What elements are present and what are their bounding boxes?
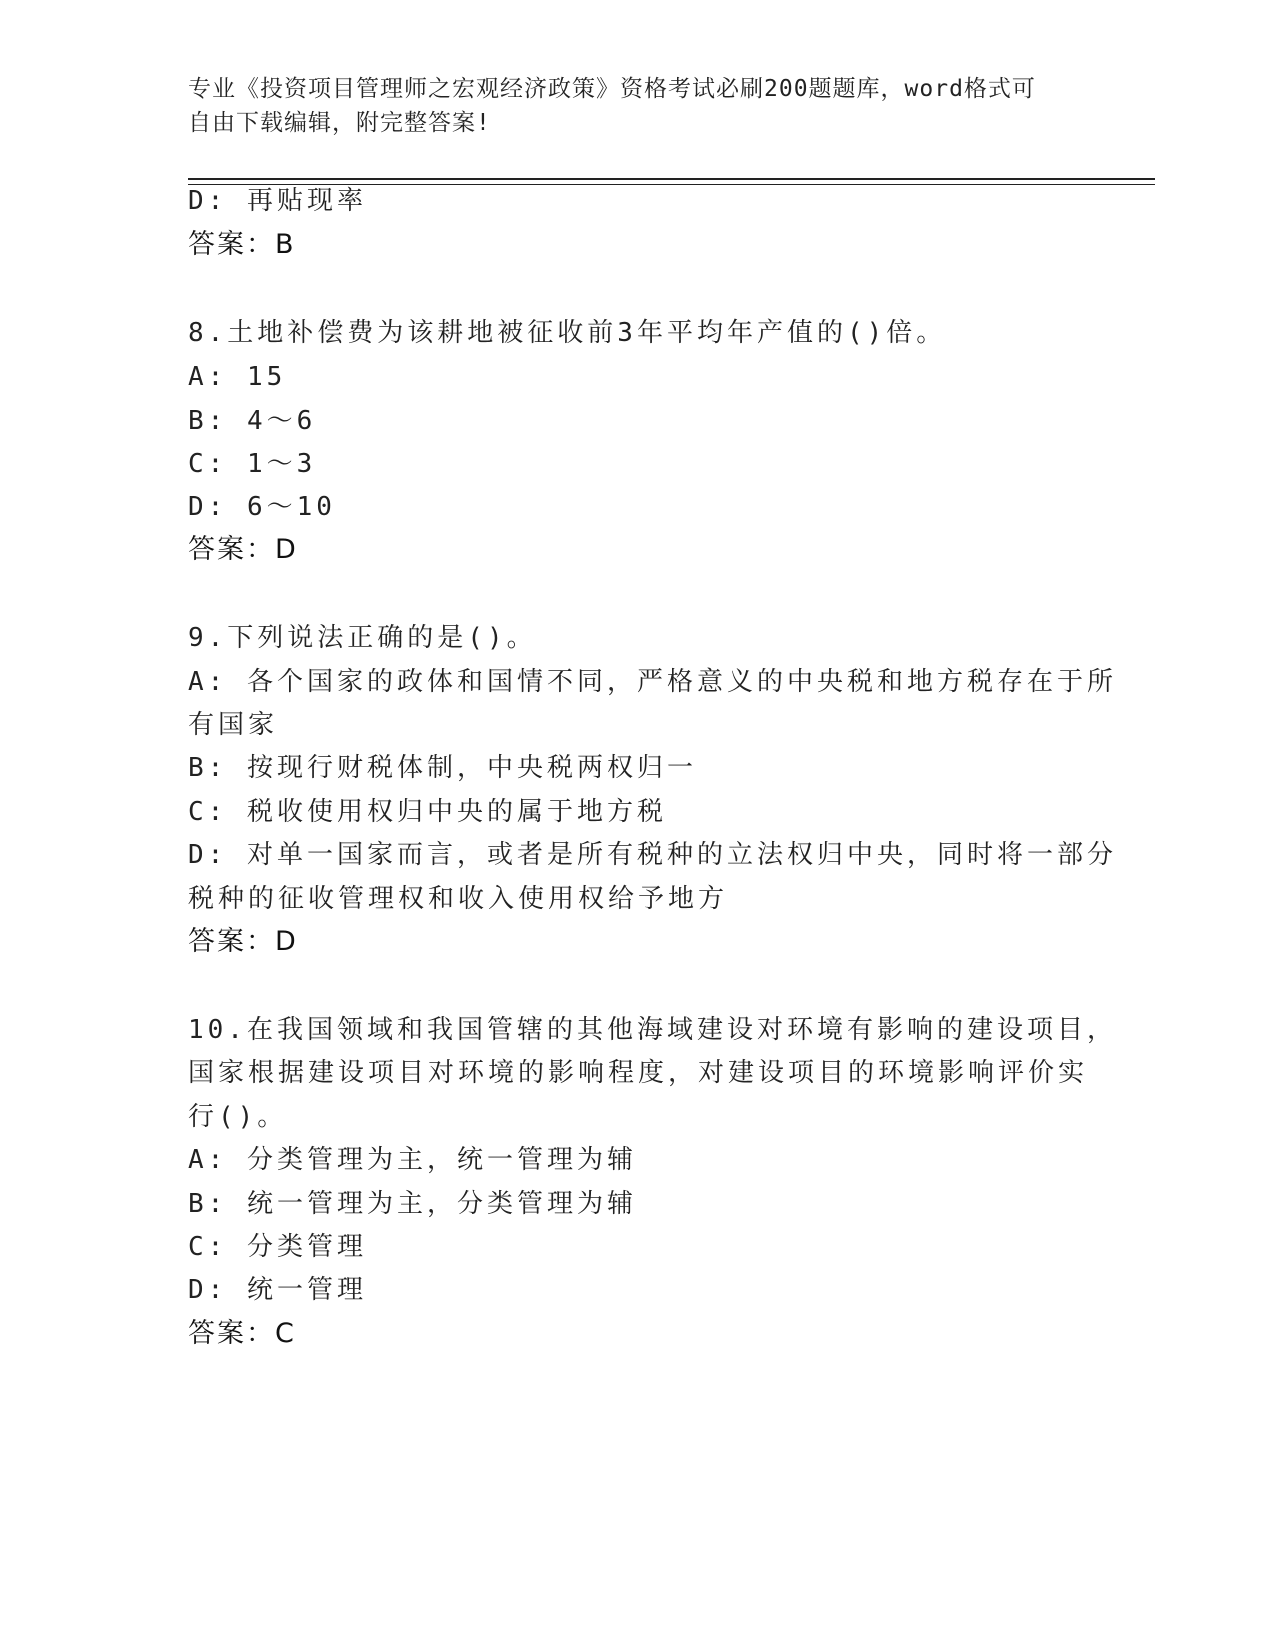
q10-option-d: D: 统一管理 [188,1275,367,1305]
q10-option-c: C: 分类管理 [188,1232,367,1262]
q9-option-a-line1: A: 各个国家的政体和国情不同，严格意义的中央税和地方税存在于所 [188,667,1117,697]
q10-option-b: B: 统一管理为主，分类管理为辅 [188,1189,637,1219]
q9-answer: 答案：D [188,926,298,957]
q9-option-a-line2: 有国家 [188,710,279,740]
q10-stem-line1: 10.在我国领域和我国管辖的其他海域建设对环境有影响的建设项目， [188,1015,1117,1045]
header-rule-thick [188,178,1155,180]
q9-option-b: B: 按现行财税体制，中央税两权归一 [188,753,697,783]
q9-option-d-line2: 税种的征收管理权和收入使用权给予地方 [188,884,729,914]
q9-stem: 9.下列说法正确的是()。 [188,623,537,653]
q8-option-a: A: 15 [188,362,287,392]
q8-answer: 答案：D [188,534,298,565]
q10-stem-line3: 行()。 [188,1102,288,1132]
q10-option-a: A: 分类管理为主，统一管理为辅 [188,1145,637,1175]
q10-answer: 答案：C [188,1318,296,1349]
prev-answer: 答案：B [188,229,296,260]
q8-stem: 8.土地补偿费为该耕地被征收前3年平均年产值的()倍。 [188,318,947,348]
q9-option-c: C: 税收使用权归中央的属于地方税 [188,797,667,827]
prev-option-d: D: 再贴现率 [188,186,367,216]
header-line-1: 专业《投资项目管理师之宏观经济政策》资格考试必刷200题题库，word格式可 [188,76,1036,102]
q8-option-d: D: 6～10 [188,492,336,522]
q10-stem-line2: 国家根据建设项目对环境的影响程度，对建设项目的环境影响评价实 [188,1058,1089,1088]
q8-option-b: B: 4～6 [188,406,317,436]
q8-option-c: C: 1～3 [188,449,317,479]
header-line-2: 自由下载编辑，附完整答案! [188,110,491,136]
document-header [188,72,1068,140]
q9-option-d-line1: D: 对单一国家而言，或者是所有税种的立法权归中央，同时将一部分 [188,840,1117,870]
